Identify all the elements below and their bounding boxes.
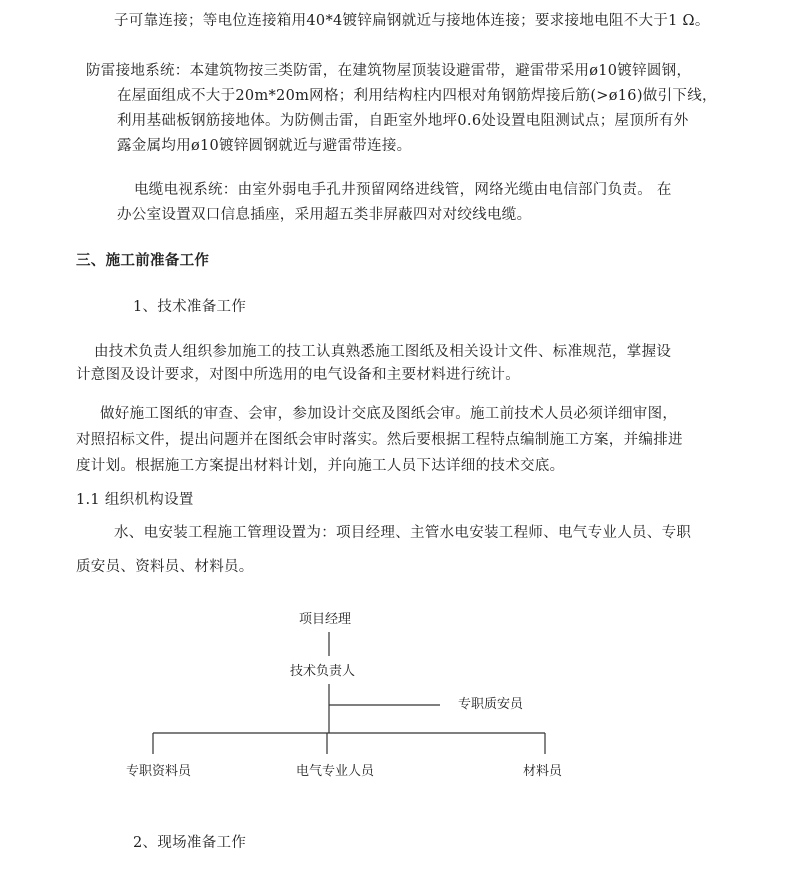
body-text-line: 防雷接地系统：本建筑物按三类防雷，在建筑物屋顶装设避雷带，避雷带采用ø10镀锌圆钢，: [86, 63, 692, 79]
org-node-document-clerk: 专职资料员: [126, 764, 192, 779]
body-text-line: 电缆电视系统：由室外弱电手孔井预留网络进线管，网络光缆由电信部门负责。 在: [134, 182, 672, 198]
org-node-quality-safety: 专职质安员: [458, 697, 524, 712]
body-text-line: 由技术负责人组织参加施工的技工认真熟悉施工图纸及相关设计文件、标准规范，掌握设: [94, 344, 672, 360]
body-text-line: 利用基础板钢筋接地体。为防侧击雷，自距室外地坪0.6处设置电阻测试点；屋顶所有外: [117, 113, 689, 129]
body-text-line: 在屋面组成不大于20m*20m网格；利用结构柱内四根对角钢筋焊接后筋(>ø16)做引下线，: [117, 88, 717, 104]
org-node-tech-lead: 技术负责人: [290, 664, 356, 679]
org-node-project-manager: 项目经理: [299, 612, 352, 627]
body-text-line: 露金属均用ø10镀锌圆钢就近与避雷带连接。: [117, 138, 412, 154]
subsection-heading: 1、技术准备工作: [133, 299, 247, 315]
body-text-line: 做好施工图纸的审查、会审，参加设计交底及图纸会审。施工前技术人员必须详细审图，: [100, 406, 678, 422]
body-text-line: 水、电安装工程施工管理设置为：项目经理、主管水电安装工程师、电气专业人员、专职: [114, 525, 692, 541]
org-node-materials-clerk: 材料员: [523, 764, 563, 779]
subsection-heading: 2、现场准备工作: [133, 835, 247, 851]
org-node-electrical-staff: 电气专业人员: [296, 764, 375, 779]
body-text-line: 办公室设置双口信息插座，采用超五类非屏蔽四对对绞线电缆。: [117, 207, 532, 223]
subsection-heading: 1.1 组织机构设置: [76, 492, 194, 508]
body-text-line: 计意图及设计要求，对图中所选用的电气设备和主要材料进行统计。: [76, 367, 520, 383]
body-text-line: 度计划。根据施工方案提出材料计划，并向施工人员下达详细的技术交底。: [76, 458, 565, 474]
body-text-line: 质安员、资料员、材料员。: [76, 559, 254, 575]
body-text-line: 对照招标文件，提出问题并在图纸会审时落实。然后要根据工程特点编制施工方案，并编排进: [76, 432, 683, 448]
body-text-line: 子可靠连接；等电位连接箱用40*4镀锌扁钢就近与接地体连接；要求接地电阻不大于1 Ω。: [114, 13, 710, 29]
section-heading: 三、施工前准备工作: [76, 253, 210, 269]
